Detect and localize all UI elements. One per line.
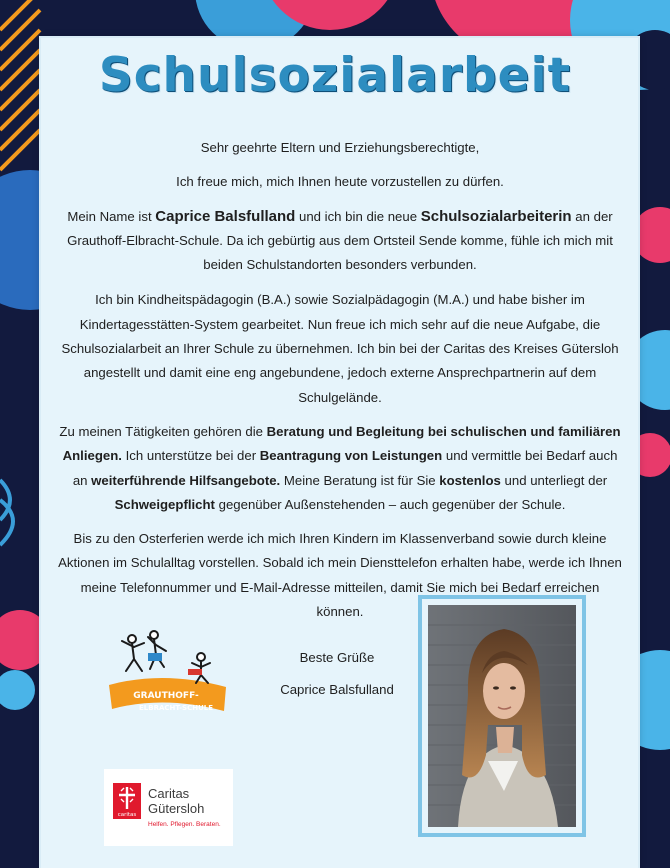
greeting: Sehr geehrte Eltern und Erziehungsberechtigte, (200, 140, 480, 155)
paragraph-background: Ich bin Kindheitspädagogin (B.A.) sowie Sozialpädagogin (M.A.) und habe bisher im Kindertagesstätten-System gearbeitet. Nun freue ich mich sehr auf die neue Aufgabe, die Schulsozialarbeit an Ihrer Schule zu übernehmen. Ich bin bei der Caritas des Kreises Gütersloh angestellt und damit eine eng angebundene, jedoch externe Ansprechpartnerin auf dem Schulgelände. (61, 292, 619, 405)
paragraph-introduction: Mein Name ist Caprice Balsfulland und ich bin die neue Schulsozialarbeiterin an der Grauthoff-Elbracht-Schule. Da ich gebürtig aus dem Ortsteil Sende komme, fühle ich mich mit beiden Schulstandorten besonders verbunden. (67, 207, 613, 273)
school-logo (104, 625, 234, 725)
school-logo-line1: GRAUTHOFF- (133, 691, 199, 701)
signature-name: Caprice Balsfulland (280, 682, 394, 697)
paragraph-tasks: Zu meinen Tätigkeiten gehören die Beratung und Begleitung bei schulischen und familiären Anliegen. Ich unterstütze bei der Beantragung von Leistungen und vermittle bei Bedarf auch an weiterführende Hilfsangebote. Meine Beratung ist für Sie kostenlos und unterliegt der Schweigepflicht gegenüber Außenstehenden – auch gegenüber der Schule. (59, 423, 621, 512)
caritas-name-line1: Caritas (148, 786, 190, 801)
intro-line: Ich freue mich, mich Ihnen heute vorzustellen zu dürfen. (176, 174, 504, 190)
caritas-slogan: Helfen. Pflegen. Beraten. (148, 821, 221, 828)
caritas-name-line2: Gütersloh (148, 801, 205, 816)
portrait-photo (418, 595, 586, 837)
caritas-mark (113, 783, 141, 819)
school-logo-line2: ELBRACHT-SCHULE (139, 704, 213, 712)
author-name: Caprice Balsfulland (155, 207, 296, 225)
caritas-mark-text: caritas (117, 812, 137, 818)
caritas-logo (104, 769, 233, 846)
caritas-cross-icon (113, 783, 141, 819)
paragraph-outlook: Bis zu den Osterferien werde ich mich Ihren Kindern im Klassenverband sowie durch kleine Aktionen im Schulalltag vorstellen. Sobald ich mein Diensttelefon erhalten habe, werde ich Ihnen meine Telefonnummer und E-Mail-Adresse mitteilen, damit Sie mich bei Bedarf erreichen können. (58, 531, 622, 620)
role-title: Schulsozialarbeiterin (420, 207, 572, 225)
page-title: Schulsozialarbeit (98, 48, 572, 103)
letter-body (56, 136, 624, 634)
closing-greeting: Beste Grüße (299, 650, 375, 665)
